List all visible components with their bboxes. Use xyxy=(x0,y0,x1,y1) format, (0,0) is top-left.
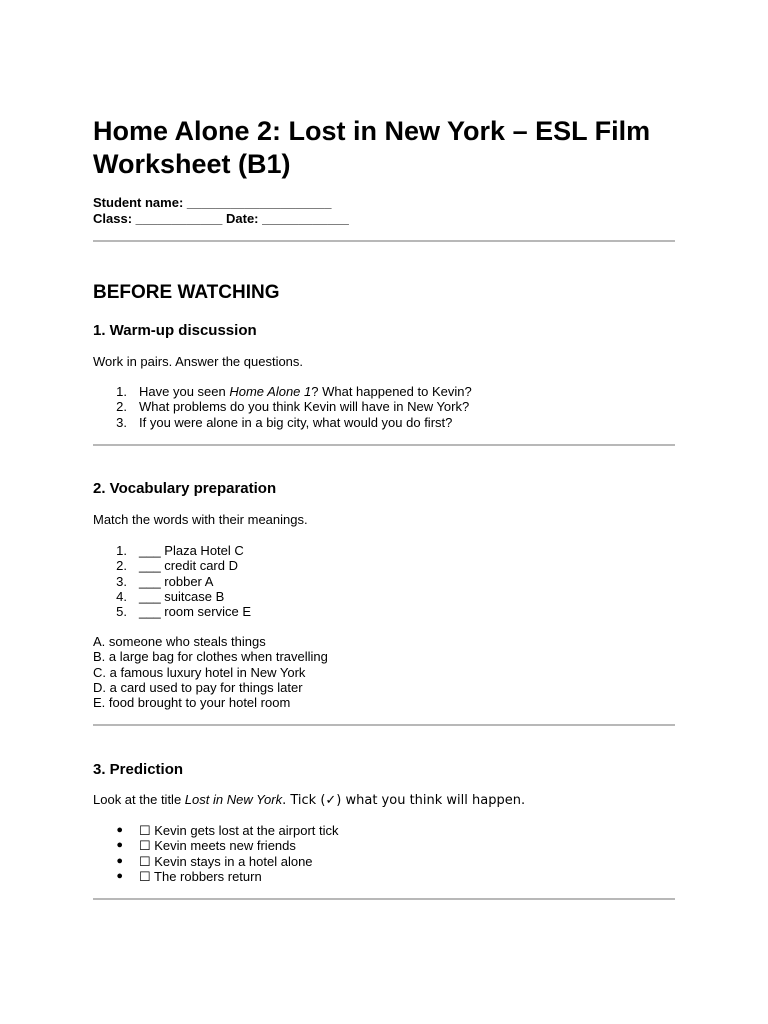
worksheet-title: Home Alone 2: Lost in New York – ESL Film Worksheet (B1) xyxy=(93,116,651,179)
bullet-icon: ● xyxy=(116,839,123,852)
vocab-word: ___ Plaza Hotel C xyxy=(139,543,244,558)
divider xyxy=(93,724,675,726)
film-title: Home Alone 1 xyxy=(229,384,312,399)
bullet-icon: ● xyxy=(116,824,123,836)
vocab-word: ___ room service E xyxy=(139,604,251,620)
instruction-part: Look at the title xyxy=(93,792,185,807)
prediction-option: ☐ Kevin gets lost at the airport tick xyxy=(139,823,339,838)
prediction-option: ☐ Kevin meets new friends xyxy=(139,838,296,854)
divider xyxy=(93,444,675,446)
meaning-item: A. someone who steals things xyxy=(93,634,266,649)
prediction-title: 3. Prediction xyxy=(93,761,184,778)
divider xyxy=(93,898,675,900)
warmup-instruction: Work in pairs. Answer the questions. xyxy=(93,354,304,369)
instruction-part: . Tick (✓) what you think will happen. xyxy=(282,793,526,808)
list-number: 1. xyxy=(116,384,127,399)
student-name-line: Student name: ____________________ xyxy=(93,195,332,210)
vocab-word: ___ robber A xyxy=(139,573,214,589)
list-number: 1. xyxy=(116,543,127,558)
meaning-item: B. a large bag for clothes when travelling xyxy=(93,649,328,665)
student-info xyxy=(93,195,349,227)
list-number: 2. xyxy=(116,399,127,415)
divider xyxy=(93,240,675,242)
vocab-word: ___ suitcase B xyxy=(139,588,225,604)
meaning-item: C. a famous luxury hotel in New York xyxy=(93,664,306,680)
question-text: If you were alone in a big city, what would you do first? xyxy=(139,414,453,430)
vocab-meanings xyxy=(93,634,328,710)
bullet-icon: ● xyxy=(116,869,123,882)
warmup-title: 1. Warm-up discussion xyxy=(93,322,257,339)
meaning-item: E. food brought to your hotel room xyxy=(93,695,291,711)
film-title: Lost in New York xyxy=(184,792,283,807)
question-text: What problems do you think Kevin will have in New York? xyxy=(139,399,470,415)
bullet-icon: ● xyxy=(116,854,123,867)
meaning-item: D. a card used to pay for things later xyxy=(93,679,303,695)
list-number: 2. xyxy=(116,558,127,574)
list-number: 4. xyxy=(116,588,127,604)
vocab-word: ___ credit card D xyxy=(139,558,238,574)
prediction-instruction xyxy=(93,792,525,809)
class-date-line: Class: ____________ Date: ____________ xyxy=(93,211,349,226)
list-number: 3. xyxy=(116,573,127,589)
vocab-instruction: Match the words with their meanings. xyxy=(93,512,308,527)
prediction-option: ☐ The robbers return xyxy=(139,868,262,884)
list-number: 3. xyxy=(116,414,127,430)
section-heading-before-watching: BEFORE WATCHING xyxy=(93,282,280,303)
list-number: 5. xyxy=(116,604,127,620)
question-text-part: ? What happened to Kevin? xyxy=(311,384,472,399)
prediction-option: ☐ Kevin stays in a hotel alone xyxy=(139,853,313,869)
question-text xyxy=(139,384,472,399)
vocab-title: 2. Vocabulary preparation xyxy=(93,480,277,497)
question-text-part: Have you seen xyxy=(139,384,230,399)
